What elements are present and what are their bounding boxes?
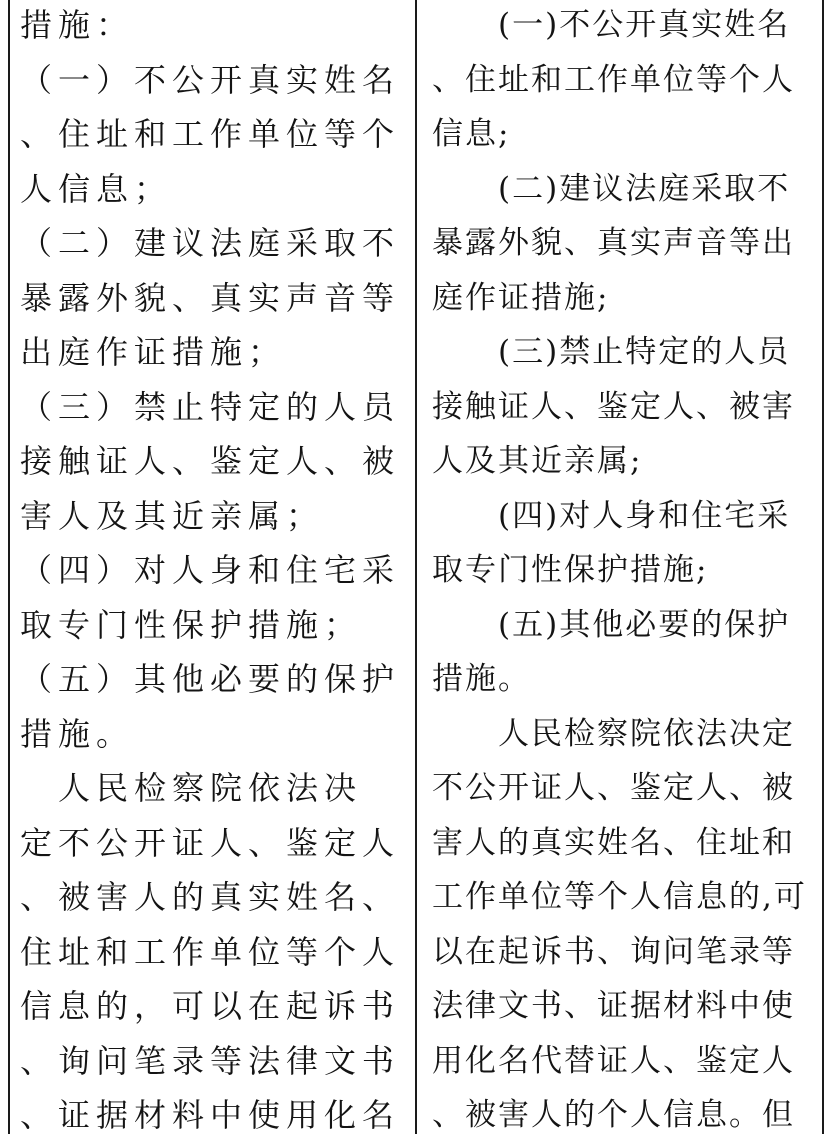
text-line: 害人及其近亲属； xyxy=(20,496,325,535)
text-line: 、被害人的个人信息。但 xyxy=(432,1097,795,1133)
text-line: 、住址和工作单位等个 xyxy=(20,115,401,153)
text-line: 人及其近亲属; xyxy=(432,443,643,479)
text-line: (二)建议法庭采取不 xyxy=(432,170,791,207)
left-column-text xyxy=(20,0,408,1143)
text-line: 取专门性保护措施； xyxy=(20,605,363,644)
text-line: （三）禁止特定的人员 xyxy=(20,387,401,426)
text-line: 信息的，可以在起诉书 xyxy=(20,987,401,1025)
text-line: 接触证人、鉴定人、被害 xyxy=(432,388,795,425)
text-line: 工作单位等个人信息的,可 xyxy=(432,879,807,915)
text-line: 信息; xyxy=(432,116,511,152)
text-line: 用化名代替证人、鉴定人 xyxy=(432,1042,795,1079)
text-line: 暴露外貌、真实声音等 xyxy=(20,278,401,317)
text-line: (一)不公开真实姓名 xyxy=(432,7,791,43)
text-line: （四）对人身和住宅采 xyxy=(20,551,401,589)
text-line: 、住址和工作单位等个人 xyxy=(432,61,795,98)
text-line: 、被害人的真实姓名、 xyxy=(20,878,401,916)
text-line: 措施。 xyxy=(20,714,135,753)
text-line: (三)禁止特定的人员 xyxy=(432,334,791,370)
right-column-text xyxy=(432,0,814,1143)
text-line: 定不公开证人、鉴定人 xyxy=(20,823,401,862)
text-line: 不公开证人、鉴定人、被 xyxy=(432,770,795,806)
text-line: 人信息； xyxy=(20,169,173,208)
text-line: （二）建议法庭采取不 xyxy=(20,224,401,262)
text-line: (四)对人身和住宅采 xyxy=(432,497,791,534)
text-line: 取专门性保护措施; xyxy=(432,552,709,588)
text-line: 措施： xyxy=(20,6,135,44)
text-line: 暴露外貌、真实声音等出 xyxy=(432,225,795,261)
table-right-border xyxy=(822,0,824,1134)
text-line: （五）其他必要的保护 xyxy=(20,660,401,698)
text-line: 措施。 xyxy=(432,661,531,697)
text-line: 庭作证措施; xyxy=(432,279,610,316)
text-line: 法律文书、证据材料中使 xyxy=(432,988,795,1024)
text-line: (五)其他必要的保护 xyxy=(432,606,791,643)
text-line: 、证据材料中使用化名 xyxy=(20,1096,401,1134)
text-line: 人民检察院依法决定 xyxy=(432,715,795,752)
text-line: 、询问笔录等法律文书 xyxy=(20,1041,401,1080)
text-line: 出庭作证措施； xyxy=(20,333,287,371)
table-left-border xyxy=(8,0,10,1134)
text-line: 害人的真实姓名、住址和 xyxy=(432,824,795,861)
text-line: 人民检察院依法决 xyxy=(20,769,363,807)
text-line: 住址和工作单位等个人 xyxy=(20,932,401,971)
text-line: 以在起诉书、询问笔录等 xyxy=(432,933,795,970)
table-column-divider xyxy=(415,0,417,1134)
text-line: 接触证人、鉴定人、被 xyxy=(20,442,401,480)
text-line: （一）不公开真实姓名 xyxy=(20,60,401,99)
